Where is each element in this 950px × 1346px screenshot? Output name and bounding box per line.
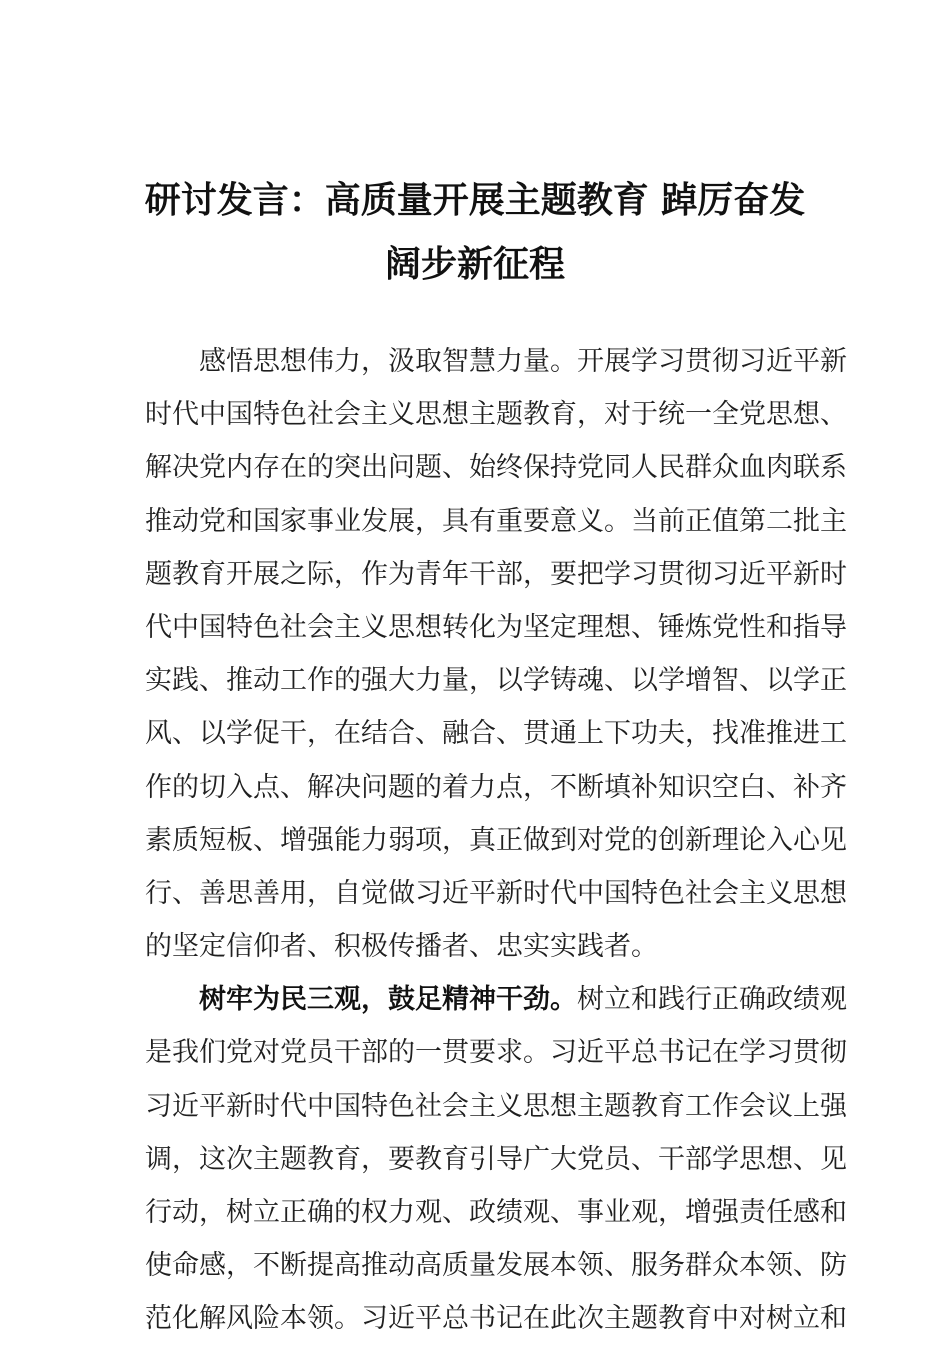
paragraph-lead-heading: 树牢为民三观，鼓足精神干劲。 xyxy=(199,984,577,1016)
title-line-1: 研讨发言：高质量开展主题教育 踔厉奋发 xyxy=(144,179,806,221)
paragraph-line: 素质短板、增强能力弱项，真正做到对党的创新理论入心见 xyxy=(145,824,847,856)
paragraph-line-rest: 树立和践行正确政绩观 xyxy=(577,984,847,1016)
paragraph-line: 使命感，不断提高推动高质量发展本领、服务群众本领、防 xyxy=(145,1250,847,1282)
paragraph-line: 推动党和国家事业发展，具有重要意义。当前正值第二批主 xyxy=(145,505,847,537)
paragraph-line: 行动，树立正确的权力观、政绩观、事业观，增强责任感和 xyxy=(145,1197,847,1228)
paragraph-line: 习近平新时代中国特色社会主义思想主题教育工作会议上强 xyxy=(145,1090,847,1122)
paragraph-line: 感悟思想伟力，汲取智慧力量。开展学习贯彻习近平新 xyxy=(199,346,847,377)
paragraph-line: 是我们党对党员干部的一贯要求。习近平总书记在学习贯彻 xyxy=(145,1037,847,1069)
document-body xyxy=(145,335,847,1346)
title-line-2: 阔步新征程 xyxy=(384,243,565,285)
paragraph-first-line xyxy=(145,973,847,1026)
document-title xyxy=(130,168,820,296)
paragraph-line: 范化解风险本领。习近平总书记在此次主题教育中对树立和 xyxy=(145,1303,847,1335)
paragraph-line: 作的切入点、解决问题的着力点，不断填补知识空白、补齐 xyxy=(145,771,847,803)
paragraph-line: 风、以学促干，在结合、融合、贯通上下功夫，找准推进工 xyxy=(145,718,847,750)
paragraph-line: 解决党内存在的突出问题、始终保持党同人民群众血肉联系 xyxy=(145,452,847,484)
paragraph-line: 的坚定信仰者、积极传播者、忠实实践者。 xyxy=(145,931,658,963)
paragraph-2 xyxy=(145,973,847,1345)
paragraph-line: 代中国特色社会主义思想转化为坚定理想、锤炼党性和指导 xyxy=(145,611,847,643)
paragraph-line: 调，这次主题教育，要教育引导广大党员、干部学思想、见 xyxy=(145,1143,847,1175)
paragraph-line: 题教育开展之际，作为青年干部，要把学习贯彻习近平新时 xyxy=(145,558,847,590)
paragraph-line: 实践、推动工作的强大力量，以学铸魂、以学增智、以学正 xyxy=(145,665,847,697)
paragraph-1 xyxy=(145,335,847,973)
paragraph-line: 行、善思善用，自觉做习近平新时代中国特色社会主义思想 xyxy=(145,877,847,909)
paragraph-line: 时代中国特色社会主义思想主题教育，对于统一全党思想、 xyxy=(145,399,847,431)
